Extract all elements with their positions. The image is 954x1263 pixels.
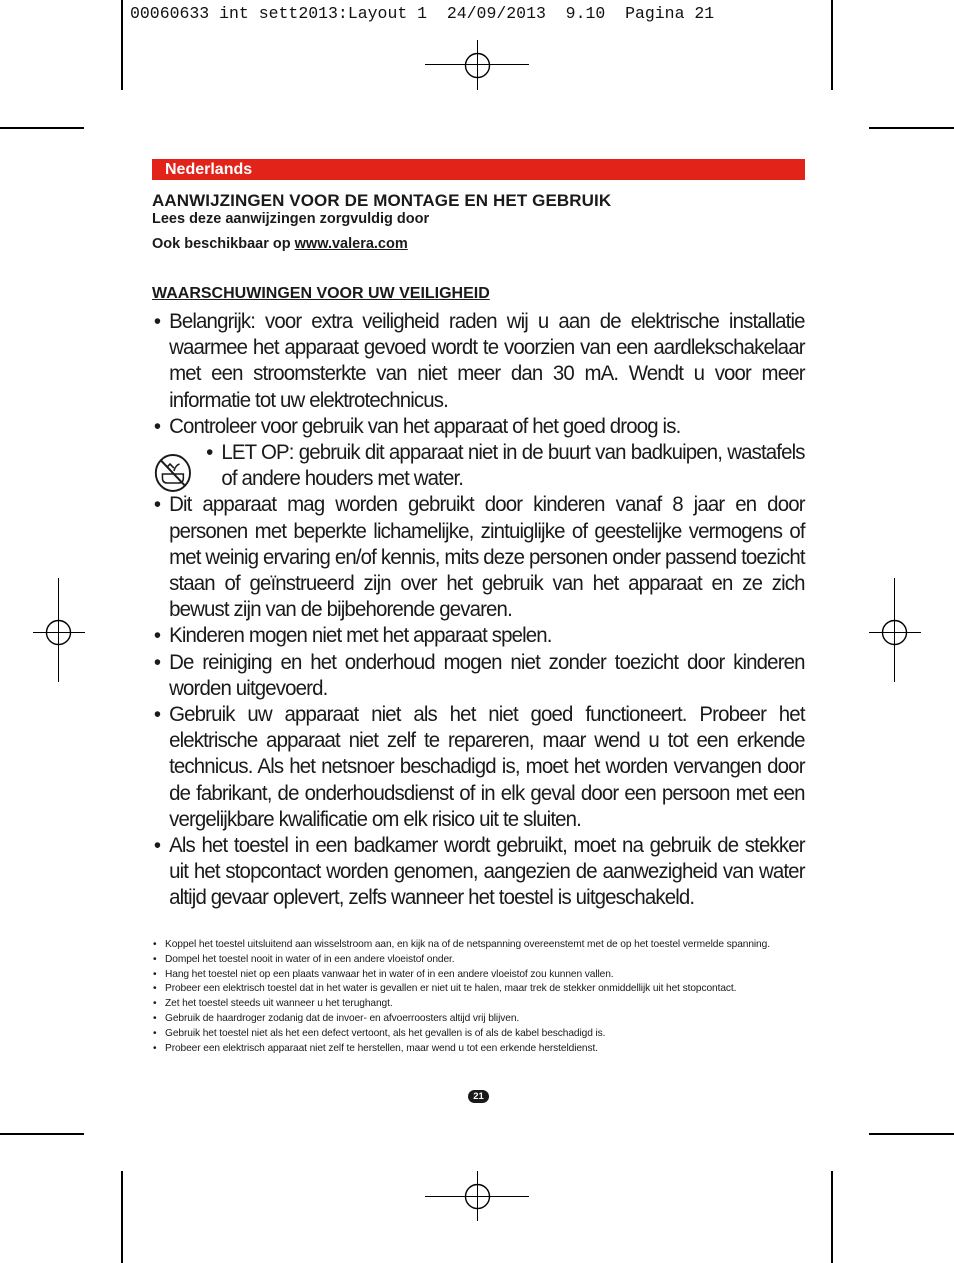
- warning-text: LET OP: gebruik dit apparaat niet in de buurt van badkuipen, wastafels of andere houders met water.: [221, 440, 805, 491]
- notes-list: [152, 938, 812, 1056]
- crop-mark: [831, 0, 833, 90]
- availability-line: [152, 236, 408, 252]
- crop-mark: [121, 0, 123, 90]
- website-link[interactable]: www.valera.com: [294, 236, 408, 252]
- registration-mark-icon: [881, 619, 908, 646]
- note-item: • Zet het toestel steeds uit wanneer u het terughangt.: [152, 997, 812, 1012]
- safety-heading: WAARSCHUWINGEN VOOR UW VEILIGHEID: [152, 285, 490, 302]
- registration-mark-icon: [464, 52, 491, 79]
- note-item: • Koppel het toestel uitsluitend aan wisselstroom aan, en kijk na of de netspanning overeenstemt met de op het toestel vermelde spanning.: [152, 938, 812, 953]
- crop-mark: [0, 1133, 84, 1135]
- language-bar: Nederlands: [152, 159, 805, 180]
- warning-item: • Kinderen mogen niet met het apparaat spelen.: [152, 622, 805, 648]
- warnings-list: [152, 308, 805, 911]
- warning-item: • Gebruik uw apparaat niet als het niet goed functioneert. Probeer het elektrische apparaat niet zelf te repareren, maar wend u tot een erkende technicus. Als het netsnoer beschadigd is, moet het worden vervangen door de fabrikant, de onderhoudsdienst of in elk geval door een persoon met een vergelijkbare kwalificatie om elk risico uit te sluiten.: [152, 701, 805, 832]
- note-item: • Dompel het toestel nooit in water of in een andere vloeistof onder.: [152, 953, 812, 968]
- note-item: • Probeer een elektrisch toestel dat in het water is gevallen er niet uit te halen, maar trek de stekker onmiddellijk uit het stopcontact.: [152, 982, 812, 997]
- note-item: • Gebruik de haardroger zodanig dat de invoer- en afvoerroosters altijd vrij blijven.: [152, 1012, 812, 1027]
- warning-item: • Belangrijk: voor extra veiligheid raden wij u aan de elektrische installatie waarmee het apparaat gevoed wordt te voorzien van een aardlekschakelaar met een stroomsterkte van niet meer dan 30 mA. Wendt u voor meer informatie tot uw elektrotechnicus.: [152, 308, 805, 413]
- page-heading: AANWIJZINGEN VOOR DE MONTAGE EN HET GEBRUIK: [152, 191, 612, 210]
- note-item: • Gebruik het toestel niet als het een defect vertoont, als het gevallen is of als de kabel beschadigd is.: [152, 1027, 812, 1042]
- crop-mark: [121, 1171, 123, 1263]
- crop-mark: [869, 1133, 954, 1135]
- page-number: 21: [468, 1090, 489, 1103]
- warning-item-with-icon: [152, 439, 805, 491]
- availability-prefix: Ook beschikbaar op: [152, 236, 295, 252]
- warning-item: • De reiniging en het onderhoud mogen niet zonder toezicht door kinderen worden uitgevoerd.: [152, 649, 805, 701]
- warning-item: • Controleer voor gebruik van het apparaat of het goed droog is.: [152, 413, 805, 439]
- warning-item: • Dit apparaat mag worden gebruikt door kinderen vanaf 8 jaar en door personen met beperkte lichamelijke, zintuiglijke of geestelijke vermogens of met weinig ervaring en/of kennis, mits deze personen onder passend toezicht staan of geïnstrueerd zijn over het gebruik van het apparaat en ze zich bewust zijn van de bijbehorende gevaren.: [152, 491, 805, 622]
- crop-mark: [0, 127, 84, 129]
- print-slug: 00060633 int sett2013:Layout 1 24/09/2013 9.10 Pagina 21: [130, 4, 715, 23]
- note-item: • Hang het toestel niet op een plaats vanwaar het in water of in een andere vloeistof zou kunnen vallen.: [152, 968, 812, 983]
- note-item: • Probeer een elektrisch apparaat niet zelf te herstellen, maar wend u tot een erkende hersteldienst.: [152, 1042, 812, 1057]
- registration-mark-icon: [45, 619, 72, 646]
- crop-mark: [831, 1171, 833, 1263]
- no-bathtub-icon: [154, 453, 192, 493]
- registration-mark-icon: [464, 1183, 491, 1210]
- warning-item: • Als het toestel in een badkamer wordt gebruikt, moet na gebruik de stekker uit het stopcontact worden genomen, aangezien de aanwezigheid van water altijd gevaar oplevert, zelfs wanneer het toestel is uitgeschakeld.: [152, 832, 805, 911]
- crop-mark: [869, 127, 954, 129]
- subheading: Lees deze aanwijzingen zorgvuldig door: [152, 211, 430, 227]
